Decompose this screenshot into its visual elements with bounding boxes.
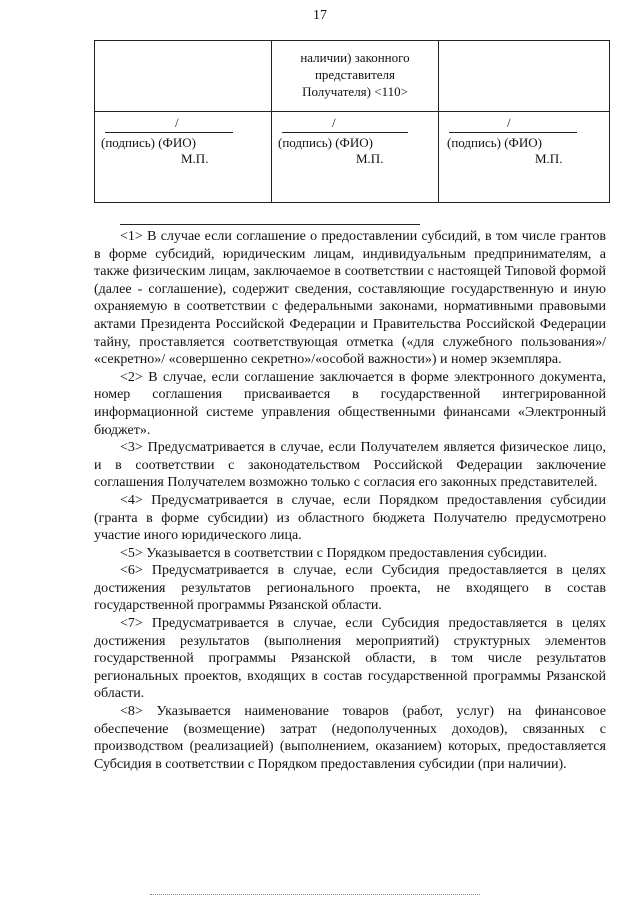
signature-caption: (подпись) (ФИО) (447, 135, 542, 150)
footnotes (94, 228, 606, 773)
footnote-4: <4> Предусматривается в случае, если Порядком предоставления субсидии (гранта в форме субсидии) из областного бюджета Получателю предусмотрено участие иного юридического лица. (94, 492, 606, 544)
signature-cell (439, 112, 610, 203)
signature-cell (272, 112, 439, 203)
table-cell-empty (95, 41, 272, 112)
stamp-label: М.П. (535, 151, 563, 166)
signature-table (94, 40, 610, 203)
signature-line (282, 116, 408, 133)
signature-caption: (подпись) (ФИО) (101, 135, 196, 150)
signature-line (449, 116, 577, 133)
representative-text-line: Получателя) <110> (302, 84, 408, 99)
signature-slash: / (332, 115, 336, 130)
table-cell-empty (439, 41, 610, 112)
page-number: 17 (313, 8, 327, 23)
footnote-2: <2> В случае, если соглашение заключается в форме электронного документа, номер соглашения присваивается в государственной интегрированной информационной системе управления общественными финансами «Электронный бюджет». (94, 369, 606, 438)
table-row (95, 112, 610, 203)
representative-text-line: представителя (314, 67, 396, 82)
footnote-6: <6> Предусматривается в случае, если Субсидия предоставляется в целях достижения результатов регионального проекта, не входящего в состав государственной программы Рязанской области. (94, 563, 606, 614)
signature-caption: (подпись) (ФИО) (278, 135, 373, 150)
signature-line (105, 116, 233, 133)
footnote-separator (120, 224, 420, 225)
footnote-7: <7> Предусматривается в случае, если Субсидия предоставляется в целях достижения результатов (выполнения мероприятий) структурных элементов государственной программы Рязанской области, в том числе результатов региональных проектов, входящих в состав государственной программы Рязанской области. (94, 616, 606, 702)
stamp-label: М.П. (356, 151, 384, 166)
representative-text-line: наличии) законного (300, 50, 410, 65)
representative-cell (272, 41, 439, 112)
signature-slash: / (507, 115, 511, 130)
scan-artifact-line (150, 894, 480, 898)
signature-cell (95, 112, 272, 203)
footnote-8: <8> Указывается наименование товаров (работ, услуг) на финансовое обеспечение (возмещение) затрат (недополученных доходов), связанных с производством (реализацией) (выполнением, оказанием) которых, предоставляется Субсидия в соответствии с Порядком предоставления субсидии (при наличии). (94, 704, 606, 772)
footnote-1: <1> В случае если соглашение о предоставлении субсидий, в том числе грантов в форме субсидий, юридическим лицам, индивидуальным предпринимателям, а также физическим лицам, заключаемое в соответствии с настоящей Типовой формой (далее - соглашение), содержит сведения, составляющие государственную и иную охраняемую в соответствии с федеральными законами, нормативными правовыми актами Президента Российской Федерации и Правительства Российской Федерации тайну, проставляется соответствующая отметка («для служебного пользования»/ «секретно»/ «совершенно секретно»/«особой важности») и номер экземпляра. (94, 229, 606, 368)
footnote-3: <3> Предусматривается в случае, если Получателем является физическое лицо, и в соответствии с законодательством Российской Федерации заключение соглашения Получателем возможно только с согласия его законных представителей. (94, 440, 606, 491)
footnote-5: <5> Указывается в соответствии с Порядком предоставления субсидии. (120, 545, 547, 561)
table-row (95, 41, 610, 112)
signature-slash: / (175, 115, 179, 130)
stamp-label: М.П. (181, 151, 209, 166)
